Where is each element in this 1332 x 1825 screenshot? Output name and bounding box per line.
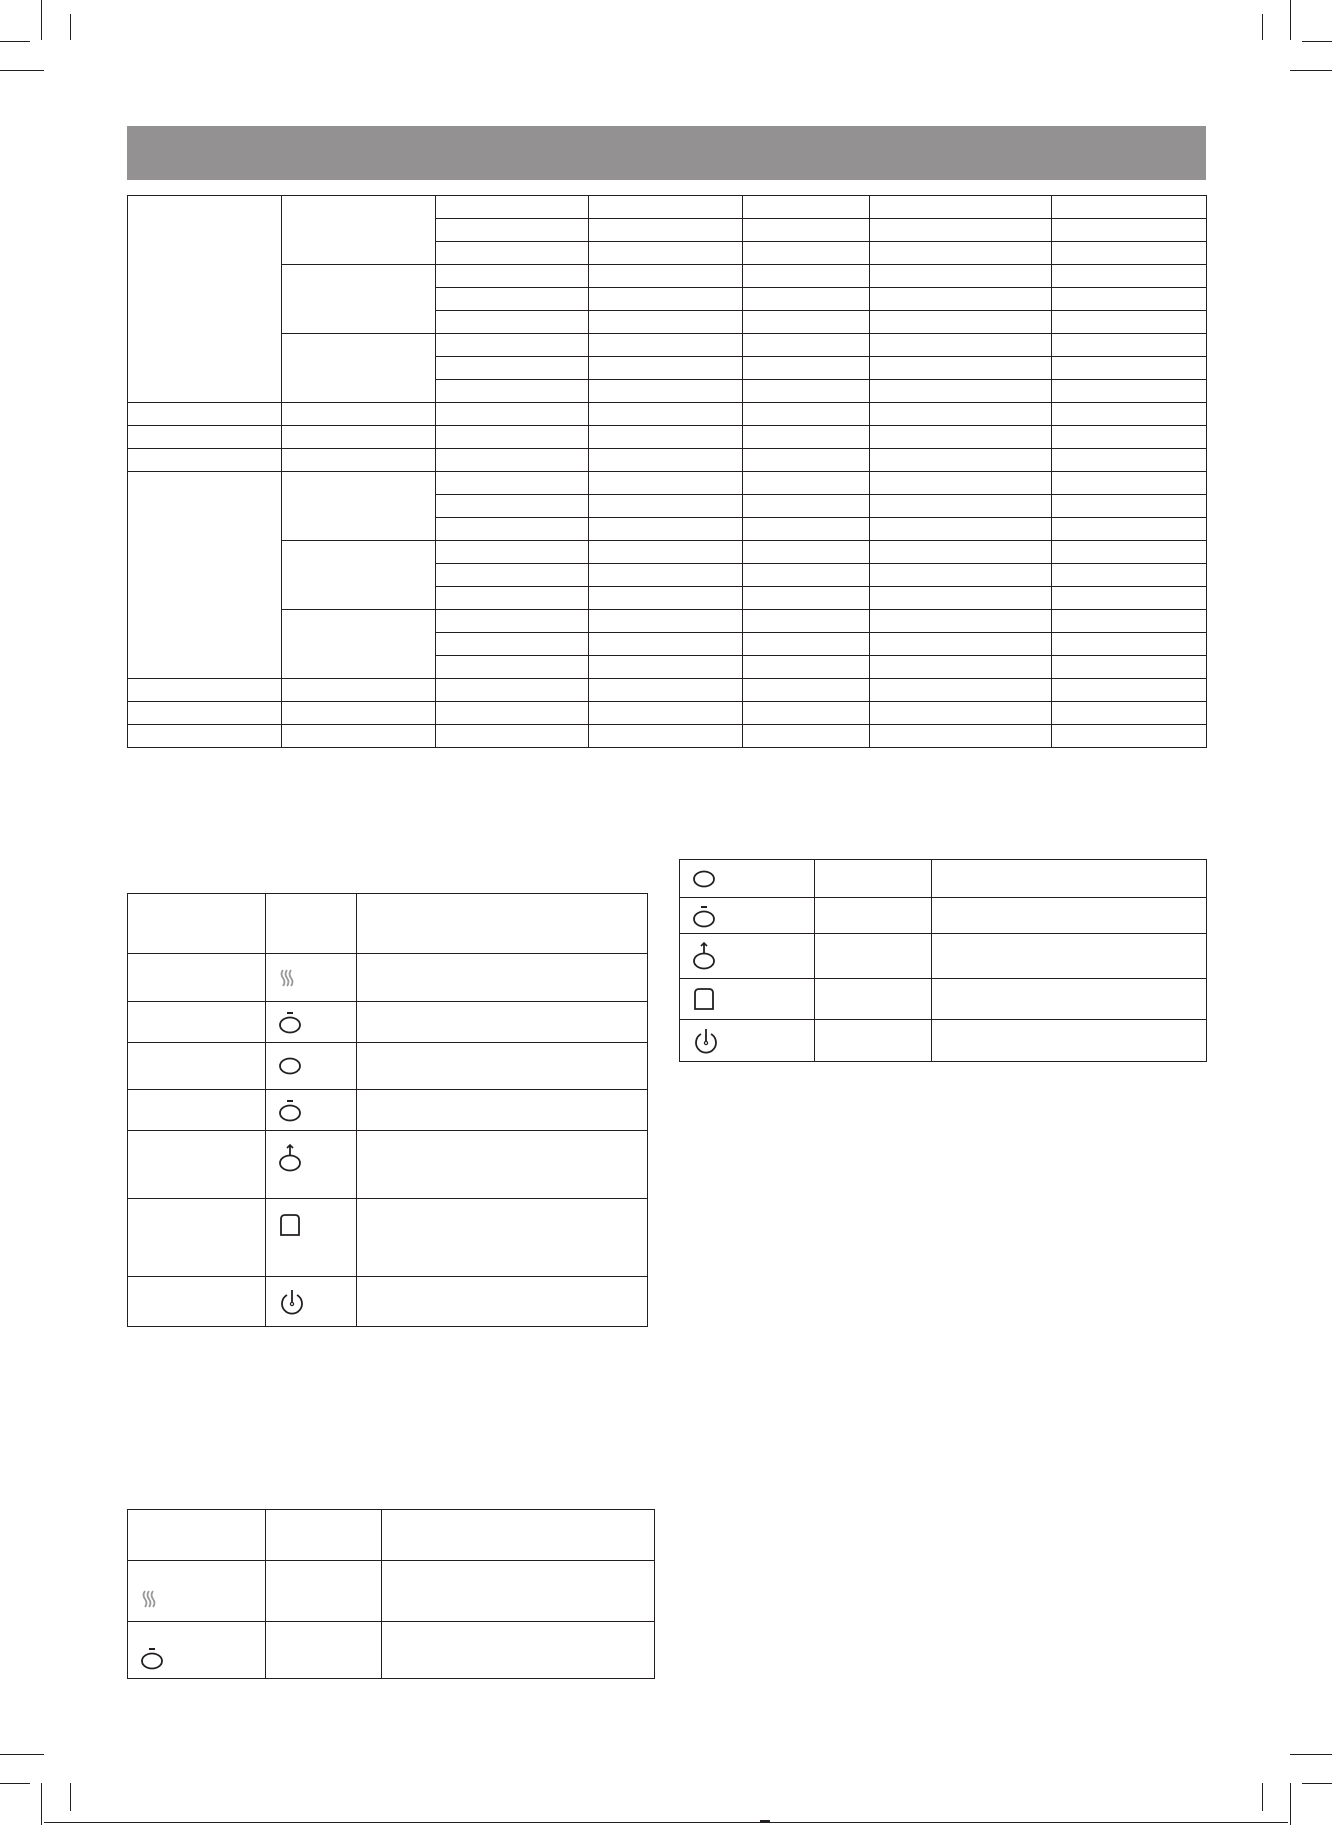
lid-dash-icon (266, 1010, 356, 1034)
crop-mark-br-v1 (1290, 1783, 1291, 1825)
mode-table (127, 1509, 655, 1679)
table-row (128, 1090, 648, 1131)
toast-icon (680, 987, 814, 1011)
crop-mark-tl-h2 (0, 70, 44, 71)
table-row (128, 679, 1207, 702)
indicators-table-right (679, 859, 1207, 1062)
table-row (128, 702, 1207, 725)
table-row (128, 1510, 655, 1561)
table-row (128, 1277, 648, 1327)
table-row (128, 196, 1207, 219)
power-icon (266, 1288, 356, 1316)
table-row (128, 426, 1207, 449)
table-row (128, 725, 1207, 748)
table-row (128, 1199, 648, 1277)
crop-mark-br-v2 (1262, 1783, 1263, 1811)
crop-mark-br-h1 (1290, 1754, 1332, 1755)
bottom-rule (44, 1822, 1288, 1823)
toast-icon (266, 1213, 356, 1237)
crop-mark-bl-h2 (0, 1783, 30, 1784)
table-row (680, 860, 1207, 898)
table-row (128, 1002, 648, 1043)
table-row (128, 265, 1207, 288)
crop-mark-tr-h1 (1302, 41, 1332, 42)
crop-mark-bl-h1 (0, 1754, 44, 1755)
table-row (680, 898, 1207, 934)
lid-arrow-icon (680, 941, 814, 971)
lid-dash-icon (680, 904, 814, 928)
table-row (128, 1561, 655, 1622)
crop-mark-tl-h1 (0, 41, 30, 42)
power-icon (680, 1027, 814, 1055)
steam-icon (128, 1589, 265, 1609)
indicators-table (127, 893, 648, 1327)
lid-arrow-icon (266, 1143, 356, 1173)
crop-mark-tr-v1 (1290, 0, 1291, 40)
crop-mark-bl-v1 (41, 1783, 42, 1825)
crop-mark-tl-v1 (41, 0, 42, 40)
crop-mark-bl-v2 (70, 1783, 71, 1811)
steam-icon (266, 968, 356, 988)
plate-icon (680, 869, 814, 889)
lid-dash-icon (266, 1098, 356, 1122)
crop-mark-br-h2 (1302, 1783, 1332, 1784)
crop-mark-tr-h2 (1290, 70, 1332, 71)
table-row (128, 403, 1207, 426)
lid-dash-icon (128, 1646, 265, 1670)
crop-mark-tl-v2 (70, 14, 71, 40)
table-row (680, 934, 1207, 979)
table-row (128, 1043, 648, 1090)
table-row (128, 541, 1207, 564)
section-header-bar (127, 126, 1206, 180)
program-table (127, 195, 1207, 748)
page-mark (760, 1820, 770, 1822)
table-row (128, 1622, 655, 1679)
table-row (128, 449, 1207, 472)
table-row (128, 472, 1207, 495)
table-row (680, 1020, 1207, 1062)
table-row (128, 1131, 648, 1199)
plate-icon (266, 1056, 356, 1076)
table-row (128, 610, 1207, 633)
table-row (128, 954, 648, 1002)
crop-mark-tr-v2 (1262, 14, 1263, 40)
table-row (128, 894, 648, 954)
table-row (128, 334, 1207, 357)
table-row (680, 979, 1207, 1020)
